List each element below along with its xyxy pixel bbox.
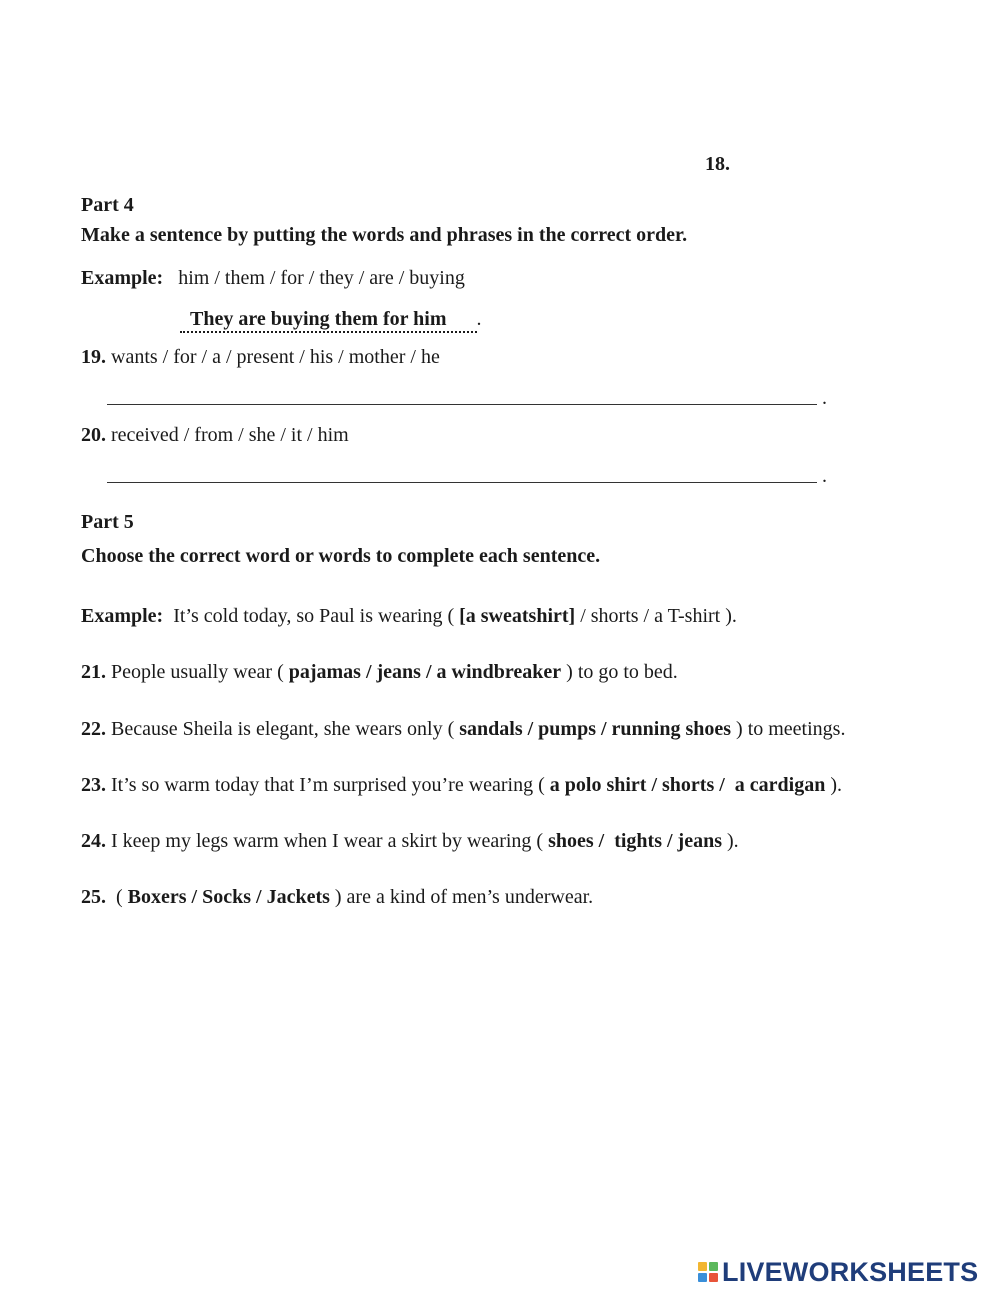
question-number: 24. <box>81 830 106 852</box>
example-label: Example: <box>81 605 164 627</box>
part4-example <box>81 268 465 288</box>
answer-period-19: . <box>822 387 827 409</box>
example-words: him / them / for / they / are / buying <box>178 267 465 289</box>
answer-line-19[interactable] <box>107 404 817 405</box>
question-number: 25. <box>81 886 106 908</box>
question-25: 25. ( Boxers / Socks / Jackets ) are a kind of men’s underwear. <box>81 886 594 908</box>
answer-line-20[interactable] <box>107 482 817 483</box>
question-number: 23. <box>81 774 106 796</box>
logo-mark-icon <box>698 1262 718 1282</box>
answer-options[interactable]: pajamas / jeans / a windbreaker <box>288 661 562 683</box>
question-number: 20. <box>81 424 106 446</box>
question-number: 22. <box>81 718 106 740</box>
part4-title: Part 4 <box>81 194 134 216</box>
example-label: Example: <box>81 267 164 289</box>
question-20 <box>81 425 349 445</box>
part5-instruction: Choose the correct word or words to complete each sentence. <box>81 545 601 567</box>
question-21: 21. People usually wear ( pajamas / jeans / a windbreaker ) to go to bed. <box>81 661 678 683</box>
liveworksheets-logo <box>698 1258 978 1286</box>
question-22: 22. Because Sheila is elegant, she wears only ( sandals / pumps / running shoes ) to meetings. <box>81 718 846 740</box>
question-number: 21. <box>81 661 106 683</box>
answer-options[interactable]: a polo shirt / shorts / a cardigan <box>549 774 826 796</box>
part5-example: Example: It’s cold today, so Paul is wearing ( [a sweatshirt] / shorts / a T-shirt ). <box>81 605 737 627</box>
answer-options[interactable]: shoes / tights / jeans <box>548 830 722 852</box>
part5-title: Part 5 <box>81 511 134 533</box>
answer-period-20: . <box>822 465 827 487</box>
example-answer-text: They are buying them for him <box>190 308 447 330</box>
example-options: [a sweatshirt] <box>459 605 576 627</box>
question-23: 23. It’s so warm today that I’m surprised you’re wearing ( a polo shirt / shorts / a cardigan ). <box>81 774 843 796</box>
answer-options[interactable]: Boxers / Socks / Jackets <box>127 886 330 908</box>
question-24: 24. I keep my legs warm when I wear a skirt by wearing ( shoes / tights / jeans ). <box>81 830 739 852</box>
part4-instruction: Make a sentence by putting the words and phrases in the correct order. <box>81 224 688 246</box>
question-words: wants / for / a / present / his / mother / he <box>111 346 440 368</box>
question-number: 19. <box>81 346 106 368</box>
logo-text: LIVEWORKSHEETS <box>722 1256 979 1287</box>
question-19 <box>81 347 440 367</box>
question-words: received / from / she / it / him <box>111 424 349 446</box>
answer-options[interactable]: sandals / pumps / running shoes <box>459 718 732 740</box>
part4-example-answer: They are buying them for him . <box>180 309 482 329</box>
page-number: 18. <box>705 153 730 175</box>
